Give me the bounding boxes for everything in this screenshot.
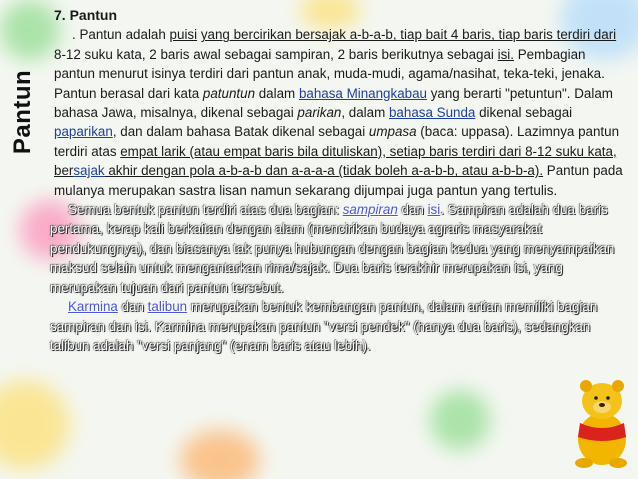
paragraph-definition: . Pantun adalah puisi yang bercirikan bersajak a-b-a-b, tiap bait 4 baris, tiap baris terdiri dari 8-12 suku kata, 2 baris awal sebagai sampiran, 2 baris berikutnya sebagai isi. Pembagian pantun menurut isinya terdiri dari pantun anak, muda-mudi, agama/nasihat, teka-teki, jenaka. Pantun berasal dari kata patuntun dalam bahasa Minangkabau yang berarti "petuntun". Dalam bahasa Jawa, misalnya, dikenal sebagai parikan, dalam bahasa Sunda dikenal sebagai paparikan, dan dalam bahasa Batak dikenal sebagai umpasa (baca: uppasa). Lazimnya pantun terdiri atas empat larik (atau empat baris bila dituliskan), setiap baris terdiri dari 8-12 suku kata, bersajak akhir dengan pola a-b-a-b dan a-a-a-a (tidak boleh a-a-b-b, atau a-b-b-a). Pantun pada mulanya merupakan sastra lisan namun sekarang dijumpai juga pantun yang tertulis.: [54, 27, 623, 198]
section-heading: 7. Pantun: [54, 7, 118, 23]
slide-content: [50, 6, 630, 355]
bear-mascot-icon: [566, 377, 636, 469]
link-talibun[interactable]: talibun: [147, 299, 188, 315]
paragraph-karmina-talibun: Karmina dan talibun merupakan bentuk kembangan pantun, dalam artian memiliki bagian sampiran dan isi. Karmina merupakan pantun "versi pendek" (hanya dua baris), sedangkan talibun adalah "versi panjang" (enam baris atau lebih).: [50, 299, 598, 353]
link-paparikan[interactable]: paparikan: [54, 124, 113, 140]
link-puisi[interactable]: puisi: [169, 27, 198, 43]
link-karmina[interactable]: Karmina: [68, 299, 118, 315]
link-bahasa-minangkabau[interactable]: bahasa Minangkabau: [298, 85, 427, 101]
link-bahasa-sunda[interactable]: bahasa Sunda: [388, 105, 476, 121]
paragraph-sampiran-isi: Semua bentuk pantun terdiri atas dua bagian: sampiran dan isi. Sampiran adalah dua baris pertama, kerap kali berkaitan dengan alam (mencirikan budaya agraris masyarakat pendukungnya), dan biasanya tak punya hubungan dengan bagian kedua yang menyampaikan maksud selain untuk mengantarkan rima/sajak. Dua baris terakhir merupakan isi, yang merupakan tujuan dari pantun tersebut.: [50, 202, 615, 295]
link-sajak[interactable]: sajak: [73, 163, 105, 179]
side-title: Pantun: [9, 69, 37, 155]
link-sampiran[interactable]: sampiran: [342, 202, 398, 218]
link-isi[interactable]: isi: [427, 202, 441, 218]
